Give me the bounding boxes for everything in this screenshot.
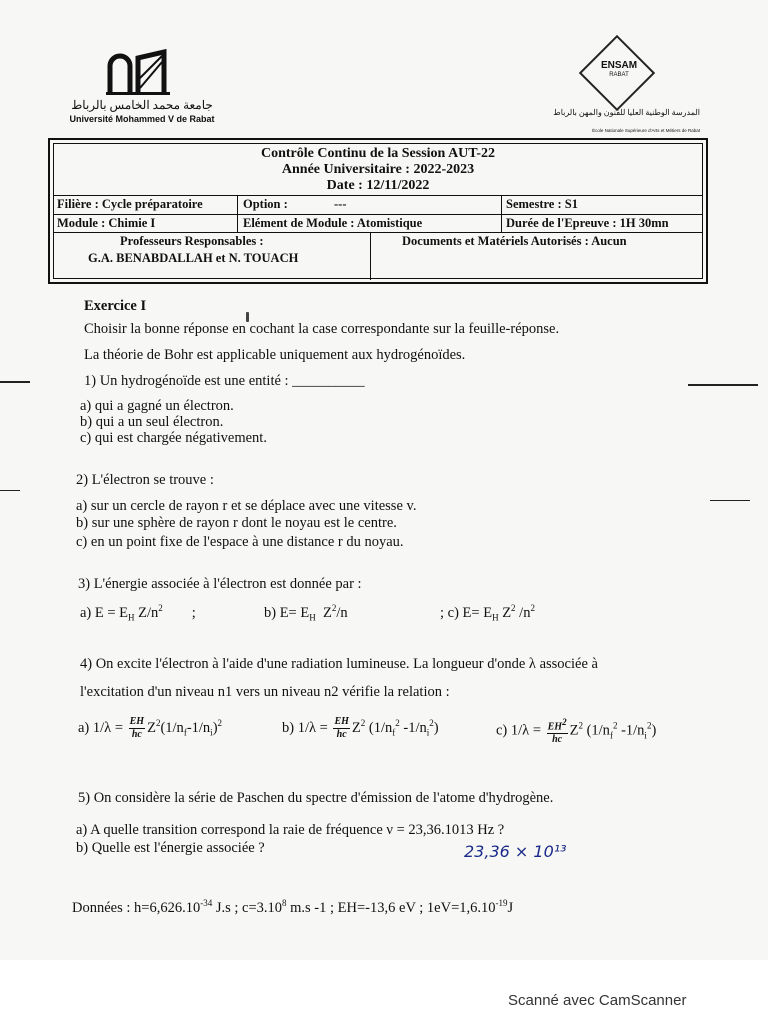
option-label: Option :	[243, 197, 288, 211]
semestre-cell: Semestre : S1	[506, 197, 578, 211]
filiere-cell: Filière : Cycle préparatoire	[57, 197, 203, 211]
option-value: ---	[334, 197, 347, 211]
duree-cell: Durée de l'Epreuve : 1H 30mn	[506, 216, 669, 230]
module-cell: Module : Chimie I	[57, 216, 156, 230]
exercise-intro: La théorie de Bohr est applicable uniquement aux hydrogénoïdes.	[84, 347, 466, 363]
question-3-option-b: b) $E= E_H$ $Z^2/n$	[264, 603, 348, 623]
profs-names: G.A. BENABDALLAH et N. TOUACH	[88, 251, 299, 265]
question-2-option-c: c) en un point fixe de l'espace à une distance r du noyau.	[76, 534, 404, 550]
question-1-option-b: b) qui a un seul électron.	[80, 414, 224, 430]
question-3-option-a: a) $E = E_H$ $Z/n^2$ ;	[80, 603, 196, 623]
question-4-line1: 4) On excite l'électron à l'aide d'une radiation lumineuse. La longueur d'onde λ associée à	[80, 656, 598, 672]
university-name-fr: Université Mohammed V de Rabat	[69, 114, 215, 124]
university-logo	[62, 48, 222, 128]
school-city: RABAT	[609, 72, 629, 78]
school-name-fr: École Nationale Supérieure d'Arts et Métiers de Rabat	[592, 128, 700, 133]
exam-title-line1: Contrôle Continu de la Session AUT-22	[260, 146, 496, 161]
university-emblem-icon	[104, 48, 174, 96]
question-3-option-c: ; c) $E= E_H$ $Z^2$ $/n^2$	[440, 603, 535, 623]
documents-cell: Documents et Matériels Autorisés : Aucun	[402, 234, 627, 248]
question-5-part-b: b) Quelle est l'énergie associée ?	[76, 840, 265, 856]
element-cell: Elément de Module : Atomistique	[243, 216, 423, 230]
table-divider	[54, 214, 702, 215]
question-3: 3) L'énergie associée à l'électron est donnée par :	[78, 576, 362, 592]
exam-date: Date : 12/11/2022	[326, 178, 430, 193]
profs-label: Professeurs Responsables :	[120, 234, 264, 248]
question-4-line2: l'excitation d'un niveau n1 vers un niveau n2 vérifie la relation :	[80, 684, 450, 700]
scan-artifact	[710, 500, 750, 501]
question-5-part-a: a) A quelle transition correspond la raie de fréquence ν = 23,36.1013 Hz ?	[76, 822, 505, 838]
question-4-option-a: a) 1/λ = $\frac{EH}{hc}$ $Z^2(1/n_f-1/n_i)^2$	[78, 716, 223, 740]
table-divider	[54, 232, 702, 233]
scan-artifact	[688, 384, 758, 386]
university-name-ar: جامعة محمد الخامس بالرباط	[71, 98, 213, 112]
table-divider	[501, 195, 502, 232]
scanner-watermark: Scanné avec CamScanner	[508, 992, 687, 1009]
question-4-option-c: c) 1/λ = $\frac{EH^2}{hc}$ $Z^2$ ($1/n_f^2$ $-1/n_i^2$)	[496, 717, 657, 746]
exercise-title: Exercice I	[84, 298, 147, 314]
question-5: 5) On considère la série de Paschen du spectre d'émission de l'atome d'hydrogène.	[78, 790, 554, 806]
scan-artifact	[0, 490, 20, 491]
question-1: 1) Un hydrogénoïde est une entité : __________	[84, 373, 365, 389]
school-logo-text: ENSAM	[600, 60, 638, 71]
scan-artifact	[0, 381, 30, 383]
question-2: 2) L'électron se trouve :	[76, 472, 214, 488]
exam-title-line2: Année Universitaire : 2022-2023	[281, 162, 475, 177]
question-2-option-a: a) sur un cercle de rayon r et se déplace avec une vitesse v.	[76, 498, 417, 514]
exam-header-table	[48, 138, 708, 284]
question-2-option-b: b) sur une sphère de rayon r dont le noyau est le centre.	[76, 515, 397, 531]
handwritten-note: 23,36 × 10¹³	[464, 842, 567, 861]
table-divider	[54, 195, 702, 196]
question-1-option-c: c) qui est chargée négativement.	[80, 430, 267, 446]
question-4-option-b: b) 1/λ = $\frac{EH}{hc}$ $Z^2$ ($1/n_f^2$ $-1/n_i^2$)	[282, 716, 439, 740]
question-1-option-a: a) qui a gagné un électron.	[80, 398, 234, 414]
school-name-ar: المدرسة الوطنية العليا للفنون والمهن بالرباط	[553, 108, 700, 117]
school-logo	[548, 42, 700, 137]
data-constants: Données : $h=6,626.10^{-34}$ J.s ; $c=3.10^8$ m.s -1 ; EH=-13,6 eV ; $1eV=1,6.10^{-19}J$	[72, 898, 514, 916]
table-divider	[370, 232, 371, 280]
exercise-instruction: Choisir la bonne réponse en cochant la case correspondante sur la feuille-réponse.	[84, 321, 560, 337]
exam-title-block	[54, 146, 702, 194]
table-divider	[237, 195, 238, 232]
